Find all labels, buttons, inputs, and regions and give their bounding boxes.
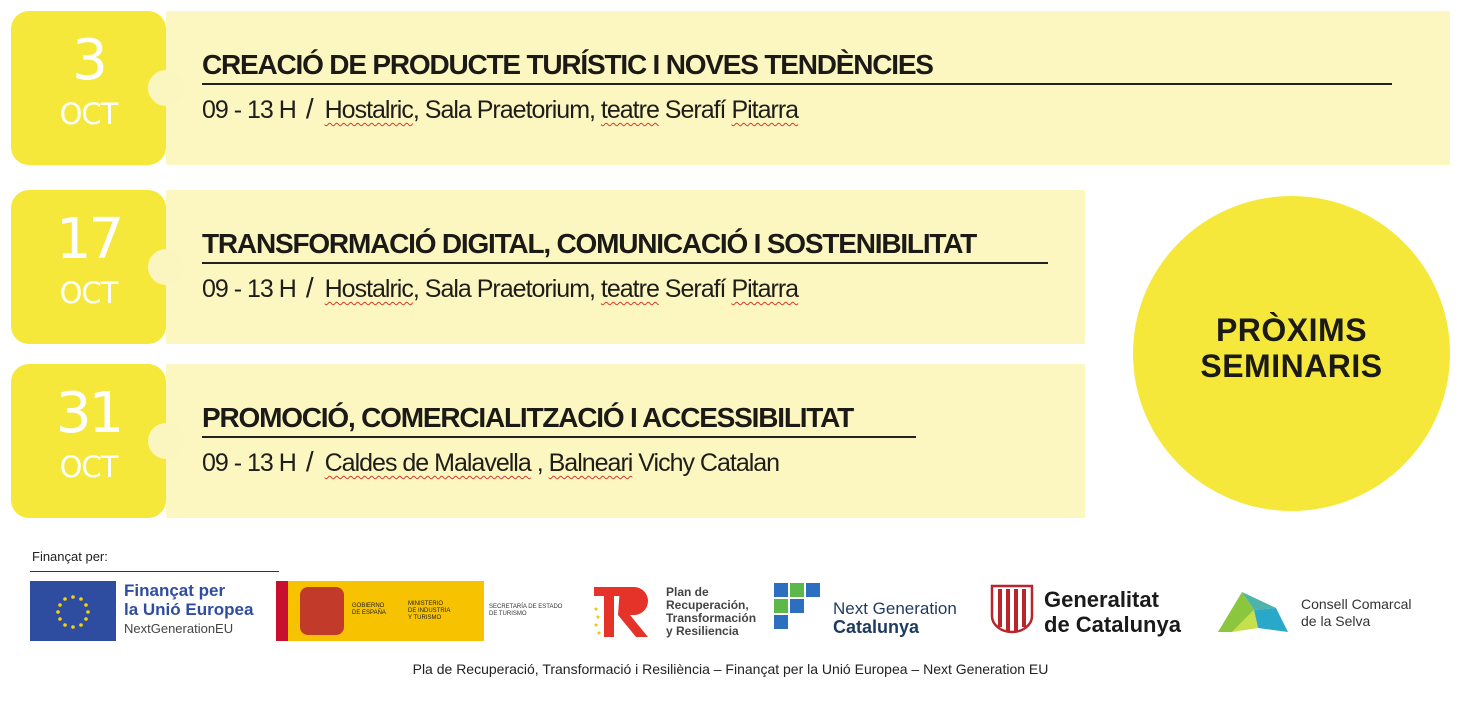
seminar-time: 09 - 13 H: [202, 449, 296, 477]
date-month: OCT: [59, 97, 118, 131]
title-rule: [202, 262, 1048, 264]
date-day: 31: [55, 381, 122, 446]
upcoming-seminars-badge: [1133, 196, 1450, 511]
seminar-time: 09 - 13 H: [202, 275, 296, 303]
selva-line-2: de la Selva: [1301, 613, 1371, 629]
seminar-title: PROMOCIÓ, COMERCIALITZACIÓ I ACCESSIBILITAT: [202, 402, 853, 433]
place-part: Sala Praetorium,: [418, 96, 601, 124]
place-part: Hostalric: [324, 275, 413, 303]
gov-text: GOBIERNO: [352, 603, 385, 609]
gen-line-1: Generalitat: [1044, 587, 1159, 612]
seminar-title: TRANSFORMACIÓ DIGITAL, COMUNICACIÓ I SOSTENIBILITAT: [202, 228, 977, 259]
footer-note: Pla de Recuperació, Transformació i Resiliència – Finançat per la Unió Europea – Next Generation EU: [412, 661, 1049, 677]
connector-dot: [148, 249, 184, 285]
separator-slash: /: [305, 93, 313, 124]
seminar-info: [202, 446, 779, 478]
sec-text: DE TURISMO: [489, 611, 527, 617]
divider: [30, 571, 279, 572]
gen-line-2: de Catalunya: [1044, 612, 1181, 637]
eu-line-1: Finançat per: [124, 581, 226, 600]
place-part: ,: [412, 275, 419, 303]
funded-by-label: Finançat per:: [32, 549, 108, 564]
ministry-text: DE INDUSTRIA: [408, 608, 451, 614]
place-part: Balneari: [548, 449, 633, 477]
badge-line-1: PRÒXIMS: [1215, 312, 1368, 348]
place-part: ,: [412, 96, 419, 124]
place-part: ,: [530, 449, 543, 477]
separator-slash: /: [305, 446, 313, 477]
consell-selva-icon: [1218, 588, 1292, 636]
seminar-card-3: [166, 364, 1085, 518]
badge-line-2: SEMINARIS: [1200, 348, 1383, 384]
place-part: Serafí: [658, 275, 732, 303]
date-day: 17: [55, 207, 122, 272]
place-part: Caldes de Malavella: [324, 449, 531, 477]
ministry-text: MINISTERIO: [408, 601, 444, 607]
place-part: Vichy Catalan: [632, 449, 780, 477]
recovery-plan-logo: [666, 586, 756, 638]
place-part: Pitarra: [731, 96, 799, 124]
seminar-info: [202, 93, 798, 125]
consell-selva-logo: [1301, 596, 1411, 630]
date-badge-3: [11, 364, 166, 518]
place-part: Serafí: [658, 96, 732, 124]
plan-text: y Resiliencia: [666, 624, 739, 638]
plan-text: Plan de: [666, 585, 709, 599]
date-month: OCT: [59, 276, 118, 310]
place-part: teatre: [600, 96, 659, 124]
next-generation-catalunya-icon: [774, 583, 822, 635]
seminar-info: [202, 272, 798, 304]
plan-text: Recuperación,: [666, 598, 749, 612]
seminar-time: 09 - 13 H: [202, 96, 296, 124]
place-part: Pitarra: [731, 275, 799, 303]
title-rule: [202, 83, 1392, 85]
secretaria-turismo-text: [489, 604, 562, 618]
gov-text: DE ESPAÑA: [352, 610, 386, 616]
place-part: Sala Praetorium,: [418, 275, 601, 303]
date-badge-1: [11, 11, 166, 165]
sec-text: SECRETARÍA DE ESTADO: [489, 604, 563, 610]
ngc-line-2: Catalunya: [833, 617, 920, 637]
connector-dot: [148, 423, 184, 459]
generalitat-shield-icon: [990, 584, 1034, 634]
ministry-text: Y TURISMO: [408, 615, 442, 621]
eu-flag-icon: [30, 581, 116, 641]
plan-text: Transformación: [666, 611, 757, 625]
place-part: Hostalric: [324, 96, 413, 124]
seminar-card-2: [166, 190, 1085, 344]
seminar-card-1: [166, 11, 1450, 165]
next-generation-catalunya-logo: [833, 600, 957, 637]
selva-line-1: Consell Comarcal: [1301, 596, 1412, 612]
gobierno-espana-logo: [276, 581, 484, 641]
eu-funding-logo: [124, 581, 253, 638]
ngc-line-1: Next Generation: [833, 599, 957, 618]
date-badge-2: [11, 190, 166, 344]
eu-line-2: la Unió Europea: [124, 600, 254, 619]
recovery-plan-icon: [590, 583, 656, 641]
generalitat-logo: [1044, 587, 1181, 637]
title-rule: [202, 436, 916, 438]
date-day: 3: [72, 28, 105, 93]
connector-dot: [148, 70, 184, 106]
eu-line-3: NextGenerationEU: [124, 621, 234, 636]
separator-slash: /: [305, 272, 313, 303]
date-month: OCT: [59, 450, 118, 484]
coat-of-arms-icon: [300, 587, 344, 635]
place-part: teatre: [600, 275, 659, 303]
seminar-title: CREACIÓ DE PRODUCTE TURÍSTIC I NOVES TENDÈNCIES: [202, 49, 933, 80]
flag-stripe: [276, 581, 288, 641]
